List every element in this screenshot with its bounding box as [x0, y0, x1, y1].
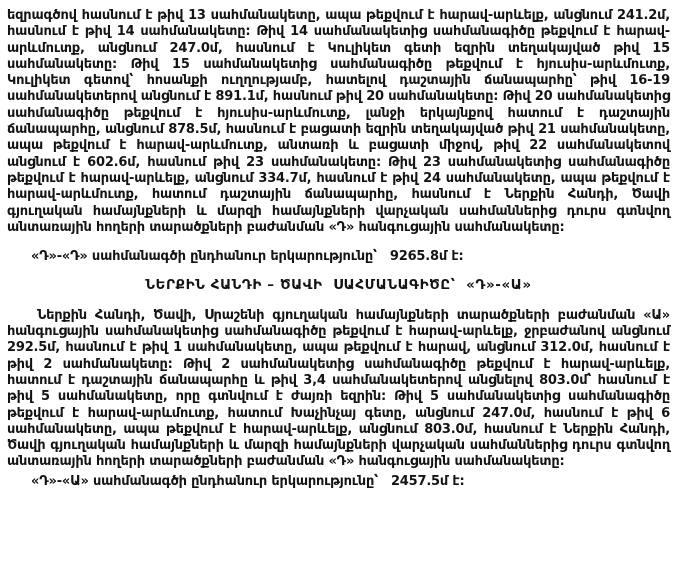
section-heading: ՆԵՐՔԻՆ ՀԱՆԴԻ – ԾԱՎԻ ՍԱՀՄԱՆԱԳԻԾԸ՝ «Դ»-«Ա» — [145, 277, 532, 294]
boundary-description-paragraph-2: Ներքին Հանդի, Ծավի, Սրաշենի գյուղական համայնքների տարածքների բաժանման «Ա» հանգուցային սահմանակետից սահմանագիծը թեքվում է հարավ-արևելք, ջրբաժանով անցնում 292.5մ, հասնում է թիվ 1 սահմանակետը, ապա թեքվում է հարավ, անցնում 312.0մ, հասնում է թիվ 2 սահմանակետը: Թիվ 2 սահմանակետից սահմանագիծը թեքվում է հարավ-արևելք, հատում է դաշտային ճանապարհը և թիվ 3,4 սահմանակետերով անցնելով 803.0մ՝ հասնում է թիվ 5 սահմանակետը, որը գտնվում է ժայռի եզրին: Թիվ 5 սահմանակետից սահմանագիծը թեքվում է հարավ-արևմուտք, հատում Խաչինչայ գետը, անցնում 247.0մ, հասնում է թիվ 6 սահմանակետը, ապա թեքվում է հարավ-արևելք, անցնում 803.0մ, հասնում է Ներքին Հանդի, Ծավի գյուղական համայնքների և մարզի համայնքների վարչական սահմաններից դուրս գտնվող անտառային հողերի տարածքների բաժանման «Դ» հանգուցային սահմանակետը: — [7, 307, 670, 470]
boundary-total-length-line-2: «Դ»-«Ա» սահմանագծի ընդհանուր երկարությունը՝ 2457.5մ է: — [31, 473, 465, 489]
boundary-description-paragraph-1: եզրագծով հասնում է թիվ 13 սահմանակետը, ապա թեքվում է հարավ-արևելք, անցնում 241.2մ, հասնում է թիվ 14 սահմանակետը: Թիվ 14 սահմանակետից սահմանագիծը թեքվում է հարավ-արևմուտք, անցնում 247.0մ, հասնում է Կուլիկետ գետի եզրին տեղակայված թիվ 15 սահմանակետը: Թիվ 15 սահմանակետից սահմանագիծը թեքվում է հյուսիս-արևմուտք, Կուլիկետ գետով՝ հոսանքի ուղղությամբ, հատելով դաշտային ճանապարհը՝ թիվ 16-19 սահմանակետերով անցնում է 891.1մ, հասնում թիվ 20 սահմանակետը: Թիվ 20 սահմանակետից սահմանագիծը թեքվում է հյուսիս-արևմուտք, լանջի երկայնքով հատում է դաշտային ճանապարհը, անցնում 878.5մ, հասնում է բացատի եզրին տեղակայված թիվ 21 սահմանակետը, ապա թեքվում է հարավ-արևմուտք, անտառի և բացատի միջով, թիվ 22 սահմանակետով անցնում է 602.6մ, հասնում թիվ 23 սահմանակետը: Թիվ 23 սահմանակետից սահմանագիծը թեքվում է հարավ-արևելք, անցնում 334.7մ, հասնում է թիվ 24 սահմանակետը, ապա թեքվում է հարավ-արևմուտք, հատում դաշտային ճանապարհը, հասնում է Ներքին Հանդի, Ծավի գյուղական համայնքների և մարզի համայնքների վարչական սահմաններից դուրս գտնվող անտառային հողերի տարածքների բաժանման «Դ» հանգուցային սահմանակետը: — [7, 8, 670, 235]
boundary-total-length-line-1: «Դ»-«Դ» սահմանագծի ընդհանուր երկարությունը՝ 9265.8մ է: — [31, 249, 464, 265]
